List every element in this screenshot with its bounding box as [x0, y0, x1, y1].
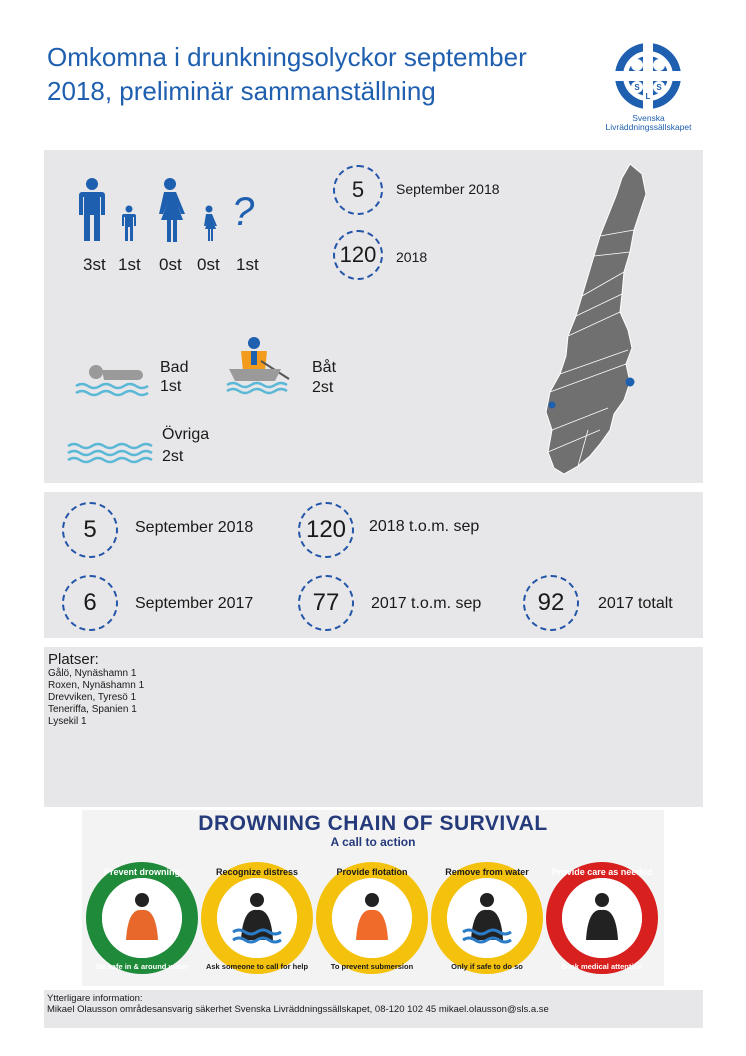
- chain-link-bottom-label: Ask someone to call for help: [205, 962, 309, 971]
- adult-man-icon: [78, 178, 106, 247]
- activity-other-count: 2st: [162, 448, 184, 465]
- chain-of-survival: [82, 810, 664, 986]
- count-girls: 0st: [197, 255, 220, 274]
- activity-boat-count: 2st: [312, 379, 334, 396]
- footer-contact: Mikael Olausson områdesansvarig säkerhet Svenska Livräddningssällskapet, 08-120 102 45 mikael.olausson@sls.a.se: [47, 1004, 549, 1015]
- stat-label-2018-ytd: 2018 t.o.m. sep: [369, 518, 480, 535]
- count-boys: 1st: [118, 255, 141, 274]
- chain-link-bottom-label: Seek medical attention: [561, 962, 643, 971]
- stat-circle-2018-ytd: 120: [298, 502, 354, 558]
- activity-bath-count: 1st: [160, 378, 182, 395]
- adult-woman-icon: [153, 178, 187, 247]
- logo-letter-2: L: [645, 92, 651, 101]
- place-item: Drevviken, Tyresö 1: [48, 692, 137, 703]
- girl-icon: [200, 205, 218, 246]
- footer-heading: Ytterligare information:: [47, 993, 143, 1004]
- stat-circle-2017-ytd: 77: [298, 575, 354, 631]
- chain-link-top-label: Provide flotation: [336, 867, 408, 877]
- chain-subtitle: A call to action: [330, 835, 416, 849]
- stat-circle-2017-total: 92: [523, 575, 579, 631]
- sls-logo: [606, 40, 691, 140]
- stat-circle-year: 120: [333, 230, 383, 280]
- place-item: Roxen, Nynäshamn 1: [48, 680, 145, 691]
- stat-label-month: September 2018: [396, 181, 500, 197]
- stat-label-2017-total: 2017 totalt: [598, 595, 673, 612]
- chain-link-bottom-label: Only if safe to do so: [451, 962, 523, 971]
- footer: [47, 993, 549, 1015]
- boy-icon: [121, 205, 137, 246]
- chain-title: DROWNING CHAIN OF SURVIVAL: [198, 812, 548, 835]
- count-men: 3st: [83, 255, 106, 274]
- logo-letter-1: S: [634, 83, 640, 92]
- stat-circle-sep-2017: 6: [62, 575, 118, 631]
- stats-panel: [44, 492, 703, 638]
- logo-letter-3: S: [656, 83, 662, 92]
- places-heading: Platser:: [48, 651, 99, 668]
- chain-link-top-label: Remove from water: [445, 867, 529, 877]
- map-marker-east: [626, 378, 635, 387]
- chain-link-bottom-label: Be safe in & around water: [95, 962, 189, 971]
- boat-icon: [225, 337, 305, 400]
- page-title: Omkomna i drunkningsolyckor september 2018, preliminär sammanställning: [47, 42, 527, 106]
- logo-text: Svenska Livräddningssällskapet: [605, 113, 692, 132]
- place-item: Gålö, Nynäshamn 1: [48, 668, 137, 679]
- chain-link-bottom-label: To prevent submersion: [330, 962, 414, 971]
- map-marker-west: [549, 402, 556, 409]
- stat-label-sep-2018: September 2018: [135, 519, 254, 536]
- activity-other-label: Övriga: [162, 426, 210, 443]
- sweden-map: [538, 160, 658, 485]
- stat-label-year: 2018: [396, 249, 428, 265]
- activity-bath-label: Bad: [160, 359, 189, 376]
- stat-circle-sep-2018: 5: [62, 502, 118, 558]
- chain-link-top-label: Recognize distress: [215, 867, 299, 877]
- place-item: Lysekil 1: [48, 716, 87, 727]
- stat-label-sep-2017: September 2017: [135, 595, 254, 612]
- swimmer-icon: [74, 362, 154, 405]
- chain-link-top-label: Provide care as needed: [551, 867, 653, 877]
- chain-links: [82, 850, 664, 986]
- stat-circle-month: 5: [333, 165, 383, 215]
- unknown-person-icon: ?: [232, 190, 255, 234]
- chain-link-top-label: Prevent drowning: [103, 867, 181, 877]
- count-women: 0st: [159, 255, 182, 274]
- place-item: Teneriffa, Spanien 1: [48, 704, 137, 715]
- activity-boat-label: Båt: [312, 359, 337, 376]
- places-list: [48, 651, 144, 728]
- count-unknown: 1st: [236, 255, 259, 274]
- stat-label-2017-ytd: 2017 t.o.m. sep: [371, 595, 482, 612]
- waves-icon: [66, 440, 156, 469]
